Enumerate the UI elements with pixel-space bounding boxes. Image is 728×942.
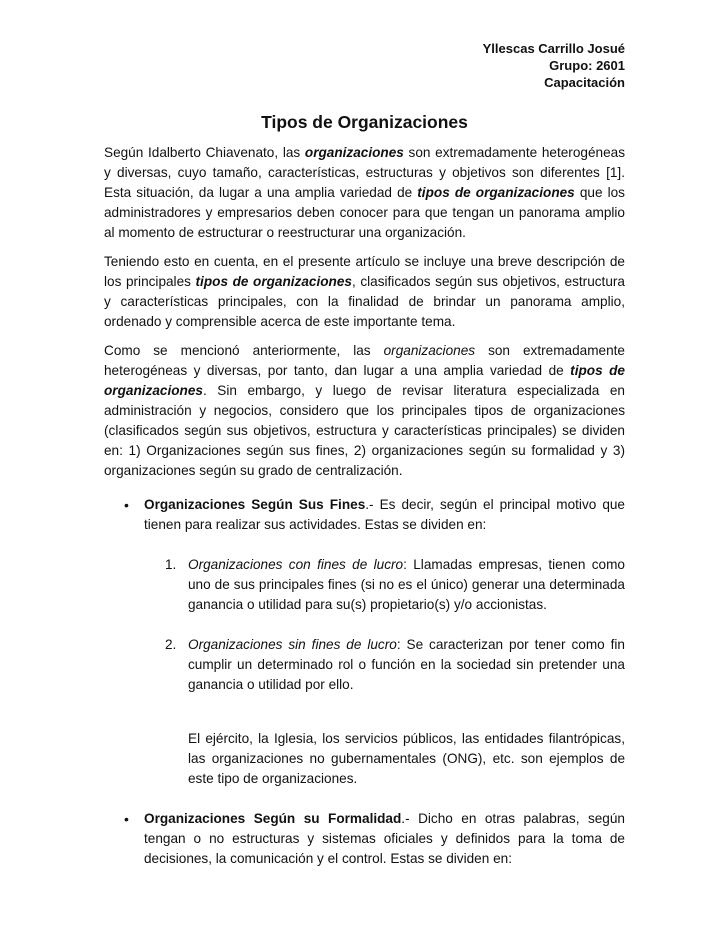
- item-title: Organizaciones con fines de lucro: [188, 557, 404, 572]
- numbered-item-lucro: [104, 555, 625, 615]
- paragraph-intro: [104, 143, 625, 243]
- text-run: son extremadamente heterogéneas y diversas, por tanto, dan lugar a una amplia variedad de: [104, 343, 625, 378]
- item-number: 2.: [165, 637, 177, 652]
- document-title: Tipos de Organizaciones: [261, 112, 468, 132]
- bullet-title: Organizaciones Según su Formalidad: [144, 811, 402, 826]
- item-title: Organizaciones sin fines de lucro: [188, 637, 397, 652]
- text-run: . Sin embargo, y luego de revisar literatura especializada en administración y negocios, considero que los principales tipos de organizaciones (clasificados según sus objetivos, estructura y características principales) se dividen en: 1) Organizaciones según sus fines, 2) organizaciones según su formalidad y 3) organizaciones según su grado de centralización.: [104, 383, 625, 478]
- text-run: que los administradores y empresarios deben conocer para que tengan un panorama amplio al momento de estructurar o reestructurar una organización.: [104, 185, 625, 240]
- bullet-title: Organizaciones Según Sus Fines: [144, 497, 366, 512]
- item-number: 1.: [165, 557, 177, 572]
- paragraph-classification: [104, 341, 625, 481]
- emphasis-organizaciones: organizaciones: [383, 343, 476, 358]
- emphasis-tipos: tipos de organizaciones: [104, 363, 625, 398]
- text-run: , clasificados según sus objetivos, estructura y características principales, con la finalidad de brindar un panorama amplio, ordenado y comprensible acerca de este importante tema.: [104, 274, 625, 329]
- subject-label: Capacitación: [544, 75, 625, 90]
- group-label: Grupo: 2601: [549, 58, 625, 73]
- emphasis-tipos: tipos de organizaciones: [417, 185, 575, 200]
- text-run: son extremadamente heterogéneas y diversas, cuyo tamaño, características, estructuras y objetivos son diferentes [1]. Esta situación, da lugar a una amplia variedad de: [104, 145, 625, 200]
- paragraph-context: [104, 252, 625, 332]
- text-run: Según Idalberto Chiavenato, las: [104, 145, 305, 160]
- emphasis-organizaciones: organizaciones: [304, 145, 404, 160]
- text-run: Teniendo esto en cuenta, en el presente artículo se incluye una breve descripción de los principales: [104, 254, 625, 289]
- author-name: Yllescas Carrillo Josué: [482, 41, 625, 56]
- bullet-text: .- Dicho en otras palabras, según tengan o no estructuras y sistemas oficiales y definidos para la toma de decisiones, la comunicación y el control. Estas se dividen en:: [144, 811, 625, 866]
- bullet-marker: •: [124, 497, 129, 513]
- text-run: Como se mencionó anteriormente, las: [104, 343, 384, 358]
- item-text: : Se caracterizan por tener como fin cumplir un determinado rol o función en la sociedad sin pretender una ganancia o utilidad por ello.: [188, 637, 625, 692]
- bullet-fines: [104, 495, 625, 535]
- emphasis-tipos: tipos de organizaciones: [195, 274, 352, 289]
- examples-note: El ejército, la Iglesia, los servicios públicos, las entidades filantrópicas, las organizaciones no gubernamentales (ONG), etc. son ejemplos de este tipo de organizaciones.: [188, 731, 625, 786]
- item-text: : Llamadas empresas, tienen como uno de sus principales fines (si no es el único) generar una determinada ganancia o utilidad para su(s) propietario(s) y/o accionistas.: [188, 557, 625, 612]
- bullet-formalidad: [104, 809, 625, 869]
- document-header: [104, 40, 625, 91]
- document-page: [104, 40, 625, 889]
- bullet-marker: •: [124, 811, 129, 827]
- bullet-text: .- Es decir, según el principal motivo que tienen para realizar sus actividades. Estas se dividen en:: [144, 497, 625, 532]
- numbered-item-sin-lucro: [104, 635, 625, 695]
